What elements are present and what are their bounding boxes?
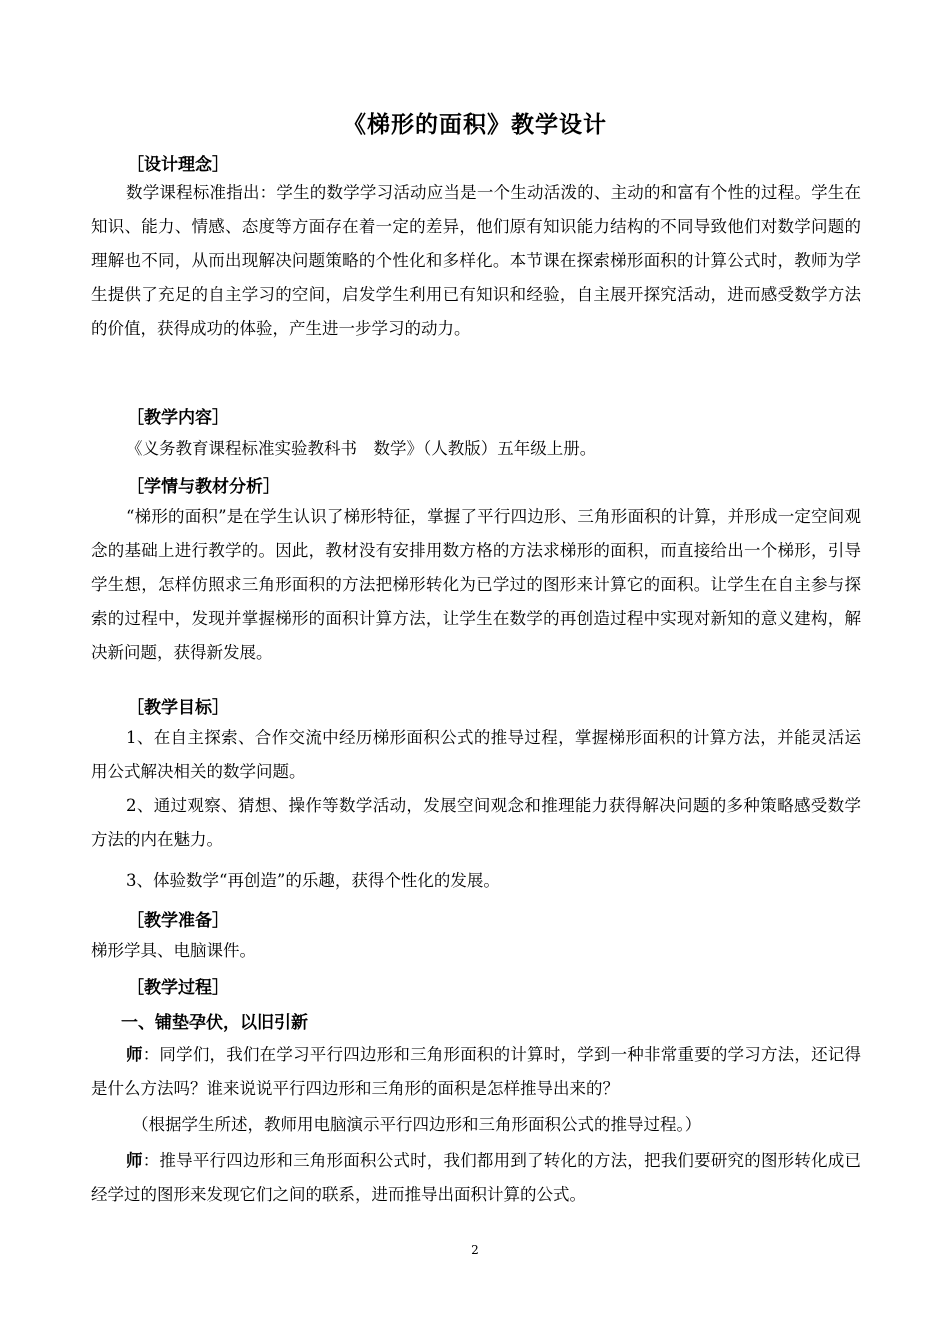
dialogue-text: ：同学们，我们在学习平行四边形和三角形面积的计算时，学到一种非常重要的学习方法，还记得是什么方法吗？谁来说说平行四边形和三角形的面积是怎样推导出来的？ — [91, 1045, 862, 1098]
stage-note: （根据学生所述，教师用电脑演示平行四边形和三角形面积公式的推导过程。） — [132, 1115, 702, 1134]
goal-item-3: 3、体验数学“再创造”的乐趣，获得个性化的发展。 — [126, 871, 500, 890]
goal-item-2: 2、通过观察、猜想、操作等数学活动，发展空间观念和推理能力获得解决问题的多种策略感受数学方法的内在魅力。 — [91, 796, 861, 849]
paragraph-teaching-prep: 梯形学具、电脑课件。 — [91, 941, 256, 960]
dialogue-1 — [91, 1038, 861, 1106]
heading-teaching-prep: ［教学准备］ — [127, 911, 229, 931]
heading-step-1: 一、铺垫孕伏，以旧引新 — [121, 1013, 308, 1033]
heading-teaching-process: ［教学过程］ — [127, 978, 229, 998]
page-number: 2 — [471, 1243, 479, 1257]
speaker-label: 师 — [126, 1151, 143, 1170]
heading-teaching-goals: ［教学目标］ — [127, 698, 229, 718]
paragraph-design-concept: 数学课程标准指出：学生的数学学习活动应当是一个生动活泼的、主动的和富有个性的过程。学生在知识、能力、情感、态度等方面存在着一定的差异，他们原有知识能力结构的不同导致他们对数学问题的理解也不同，从而出现解决问题策略的个性化和多样化。本节课在探索梯形面积的计算公式时，教师为学生提供了充足的自主学习的空间，启发学生利用已有知识和经验，自主展开探究活动，进而感受数学方法的价值，获得成功的体验，产生进一步学习的动力。 — [91, 183, 861, 338]
heading-design-concept: ［设计理念］ — [127, 155, 229, 175]
speaker-label: 师 — [126, 1045, 143, 1064]
heading-analysis: ［学情与教材分析］ — [127, 477, 280, 497]
heading-teaching-content: ［教学内容］ — [127, 408, 229, 428]
page-title: 《梯形的面积》教学设计 — [343, 112, 607, 138]
paragraph-teaching-content: 《义务教育课程标准实验教科书 数学》（人教版）五年级上册。 — [126, 439, 597, 458]
dialogue-2 — [91, 1144, 861, 1212]
goal-item-1: 1、在自主探索、合作交流中经历梯形面积公式的推导过程，掌握梯形面积的计算方法，并能灵活运用公式解决相关的数学问题。 — [91, 728, 861, 781]
paragraph-analysis: “梯形的面积”是在学生认识了梯形特征，掌握了平行四边形、三角形面积的计算，并形成一定空间观念的基础上进行教学的。因此，教材没有安排用数方格的方法求梯形的面积，而直接给出一个梯形，引导学生想，怎样仿照求三角形面积的方法把梯形转化为已学过的图形来计算它的面积。让学生在自主参与探索的过程中，发现并掌握梯形的面积计算方法，让学生在数学的再创造过程中实现对新知的意义建构，解决新问题，获得新发展。 — [91, 507, 861, 662]
dialogue-text: ：推导平行四边形和三角形面积公式时，我们都用到了转化的方法，把我们要研究的图形转化成已经学过的图形来发现它们之间的联系，进而推导出面积计算的公式。 — [91, 1151, 862, 1204]
